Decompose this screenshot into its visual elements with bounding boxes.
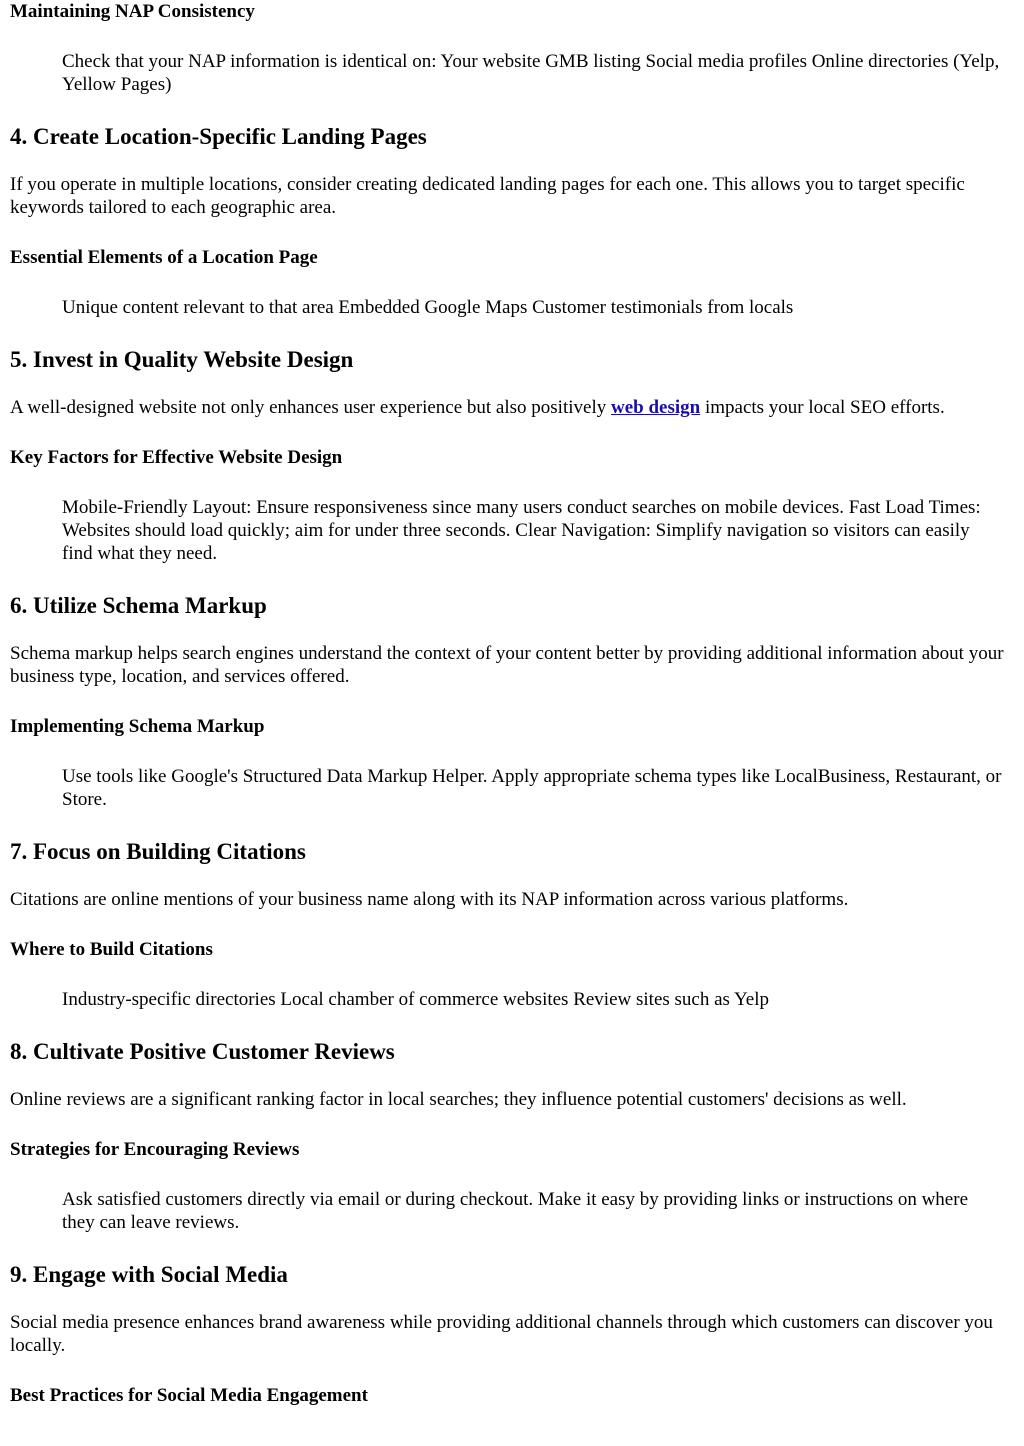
subheading-implementing-schema: Implementing Schema Markup bbox=[10, 716, 265, 737]
heading-citations: 7. Focus on Building Citations bbox=[10, 839, 306, 864]
heading-schema-markup: 6. Utilize Schema Markup bbox=[10, 593, 267, 618]
citation-sources-list: Industry-specific directories Local chamber of commerce websites Review sites such as Yelp bbox=[62, 989, 769, 1010]
heading-customer-reviews: 8. Cultivate Positive Customer Reviews bbox=[10, 1039, 395, 1064]
heading-location-pages: 4. Create Location-Specific Landing Pages bbox=[10, 124, 427, 149]
location-page-elements-list: Unique content relevant to that area Embedded Google Maps Customer testimonials from locals bbox=[62, 297, 794, 318]
paragraph-schema-markup: Schema markup helps search engines understand the context of your content better by providing additional information about your business type, location, and services offered. bbox=[10, 643, 1004, 687]
subheading-where-to-build-citations: Where to Build Citations bbox=[10, 939, 213, 960]
heading-website-design: 5. Invest in Quality Website Design bbox=[10, 347, 354, 372]
paragraph-social-media: Social media presence enhances brand awareness while providing additional channels through which customers can discover you locally. bbox=[10, 1312, 993, 1356]
subheading-review-strategies: Strategies for Encouraging Reviews bbox=[10, 1139, 300, 1160]
web-design-link[interactable]: web design bbox=[610, 397, 701, 418]
website-design-factors-list: Mobile-Friendly Layout: Ensure responsiveness since many users conduct searches on mobile devices. Fast Load Times: Websites should load quickly; aim for under three seconds. Clear Navigation: Simplify navigation so visitors can easily find what they need. bbox=[62, 497, 981, 564]
review-strategies-list: Ask satisfied customers directly via email or during checkout. Make it easy by providing links or instructions on where they can leave reviews. bbox=[62, 1189, 968, 1233]
paragraph-text-before-link: A well-designed website not only enhances user experience but also positively bbox=[10, 397, 611, 418]
nap-checklist: Check that your NAP information is identical on: Your website GMB listing Social media profiles Online directories (Yelp, Yellow Pages) bbox=[62, 51, 1000, 95]
schema-implementation-list: Use tools like Google's Structured Data Markup Helper. Apply appropriate schema types like LocalBusiness, Restaurant, or Store. bbox=[62, 766, 1002, 810]
subheading-website-design-factors: Key Factors for Effective Website Design bbox=[10, 447, 343, 468]
paragraph-citations: Citations are online mentions of your business name along with its NAP information across various platforms. bbox=[10, 889, 849, 910]
subheading-social-media-practices: Best Practices for Social Media Engagement bbox=[10, 1385, 368, 1406]
heading-social-media: 9. Engage with Social Media bbox=[10, 1262, 288, 1287]
subheading-nap-consistency: Maintaining NAP Consistency bbox=[10, 1, 255, 22]
paragraph-text-after-link: impacts your local SEO efforts. bbox=[700, 397, 945, 418]
subheading-location-page-elements: Essential Elements of a Location Page bbox=[10, 247, 318, 268]
paragraph-location-pages: If you operate in multiple locations, consider creating dedicated landing pages for each one. This allows you to target specific keywords tailored to each geographic area. bbox=[10, 174, 965, 218]
paragraph-website-design bbox=[10, 396, 1014, 419]
paragraph-customer-reviews: Online reviews are a significant ranking factor in local searches; they influence potential customers' decisions as well. bbox=[10, 1089, 907, 1110]
